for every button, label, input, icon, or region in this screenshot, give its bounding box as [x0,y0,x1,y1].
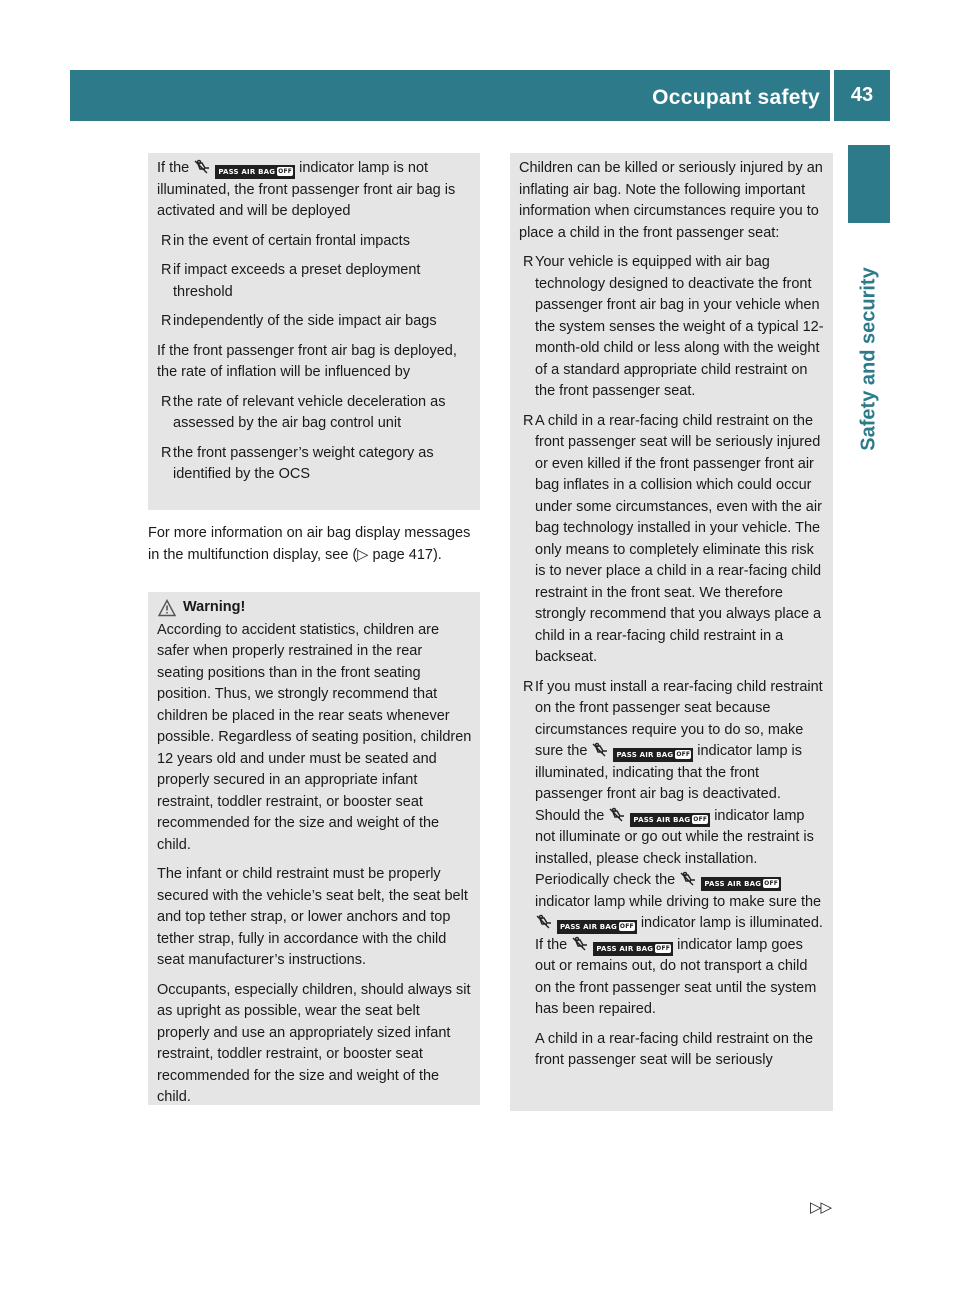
warning-heading: Warning! [157,597,472,619]
child-seat-person-icon [679,871,697,886]
warning-box [148,592,480,1105]
page-reference-arrow-icon: ▷ [357,546,369,563]
list-item: R if impact exceeds a preset deployment threshold [161,262,421,300]
list-item: R independently of the side impact air bags [161,313,437,329]
pass-air-bag-off-icon: PASS AIR BAG OFF [701,877,781,891]
continued-marker: ▷▷ [810,1199,832,1216]
child-seat-person-icon [608,807,626,822]
warning-paragraph: According to accident statistics, children are safer when properly restrained in the rear seating positions than in the front seating position. Thus, we strongly recommend that children be placed in the rear seats whenever possible. Regardless of seating position, children 12 years old and under must be seated and properly secured in an appropriate infant restraint, toddler restraint, or booster seat recommended for the size and weight of the child. [157,621,472,853]
side-chapter-label: Safety and security [857,267,880,451]
reference-paragraph: For more information on air bag display messages in the multifunction display, see (▷ page 417). [148,525,471,563]
info-box-left [148,153,480,510]
continued-paragraph: A child in a rear-facing child restraint on the front passenger seat will be seriously [535,1030,814,1068]
pass-air-bag-off-icon: PASS AIR BAG OFF [557,920,637,934]
warning-paragraph: Occupants, especially children, should always sit as upright as possible, wear the seat belt properly and use an appropriately sized infant restraint, toddler restraint, or booster seat recommended for the size and weight of the child. [157,981,471,1105]
section-title: Occupant safety [652,86,820,109]
side-tab-block [848,145,890,223]
warning-triangle-icon [158,599,176,617]
info-paragraph: If the front passenger front air bag is deployed, the rate of inflation will be influenced by [157,342,457,380]
info-box-right [510,153,833,1111]
child-seat-person-icon [535,914,553,929]
header-bar [70,70,830,121]
list-item: R A child in a rear-facing child restraint on the front passenger seat will be seriously injured or even killed if the front passenger front air bag inflates in a collision which could occur under some circumstances, even with the air bag technology installed in your vehicle. The only means to completely eliminate this risk is to never place a child in a rear-facing child restraint in the front seat. We therefore strongly recommend that you always place a child in a rear-facing child restraint in a backseat. [523,412,822,665]
pass-air-bag-off-icon: PASS AIR BAG OFF [630,813,710,827]
info-paragraph: If the PASS AIR BAG OFF indicator lamp is not illuminated, the front passenger front air bag is activated and will be deployed [157,160,456,219]
pass-air-bag-off-icon: PASS AIR BAG OFF [215,165,295,179]
intro-paragraph: Children can be killed or seriously injured by an inflating air bag. Note the following important information when circumstances require you to place a child in the front passenger seat: [519,160,823,241]
child-seat-person-icon [193,159,211,174]
pass-air-bag-off-icon: PASS AIR BAG OFF [593,942,673,956]
list-item: R the rate of relevant vehicle deceleration as assessed by the air bag control unit [161,393,446,431]
list-item: R the front passenger’s weight category as identified by the OCS [161,444,434,482]
list-item: R If you must install a rear-facing child restraint on the front passenger seat because circumstances require you to do so, make sure the PASS AIR BAG OFF indicator lamp is illuminated, indicating that the front passenger front air bag is deactivated. Should the PASS AIR BAG OFF indicator lamp not illuminate or go out while the restraint is installed, please check installation. Periodically check the PASS AIR BAG OFF indicator lamp while driving to make sure the PASS AIR BAG OFF indicator lamp is illuminated. If the PASS AIR BAG OFF indicator lamp goes out or remains out, do not transport a child on the front passenger seat until the system has been repaired. [523,678,823,1017]
page-number: 43 [834,70,890,121]
list-item: R in the event of certain frontal impacts [161,232,410,249]
child-seat-person-icon [571,936,589,951]
list-item: R Your vehicle is equipped with air bag technology designed to deactivate the front passenger front air bag in your vehicle when the system senses the weight of a typical 12-month-old child or less along with the weight of a standard appropriate child restraint on the front passenger seat. [523,254,824,399]
child-seat-person-icon [591,742,609,757]
side-chapter-tab [850,234,888,484]
warning-paragraph: The infant or child restraint must be properly secured with the vehicle’s seat belt, the seat belt and top tether strap, or lower anchors and top tether strap, fully in accordance with the child seat manufacturer’s instructions. [157,866,468,968]
pass-air-bag-off-icon: PASS AIR BAG OFF [613,748,693,762]
